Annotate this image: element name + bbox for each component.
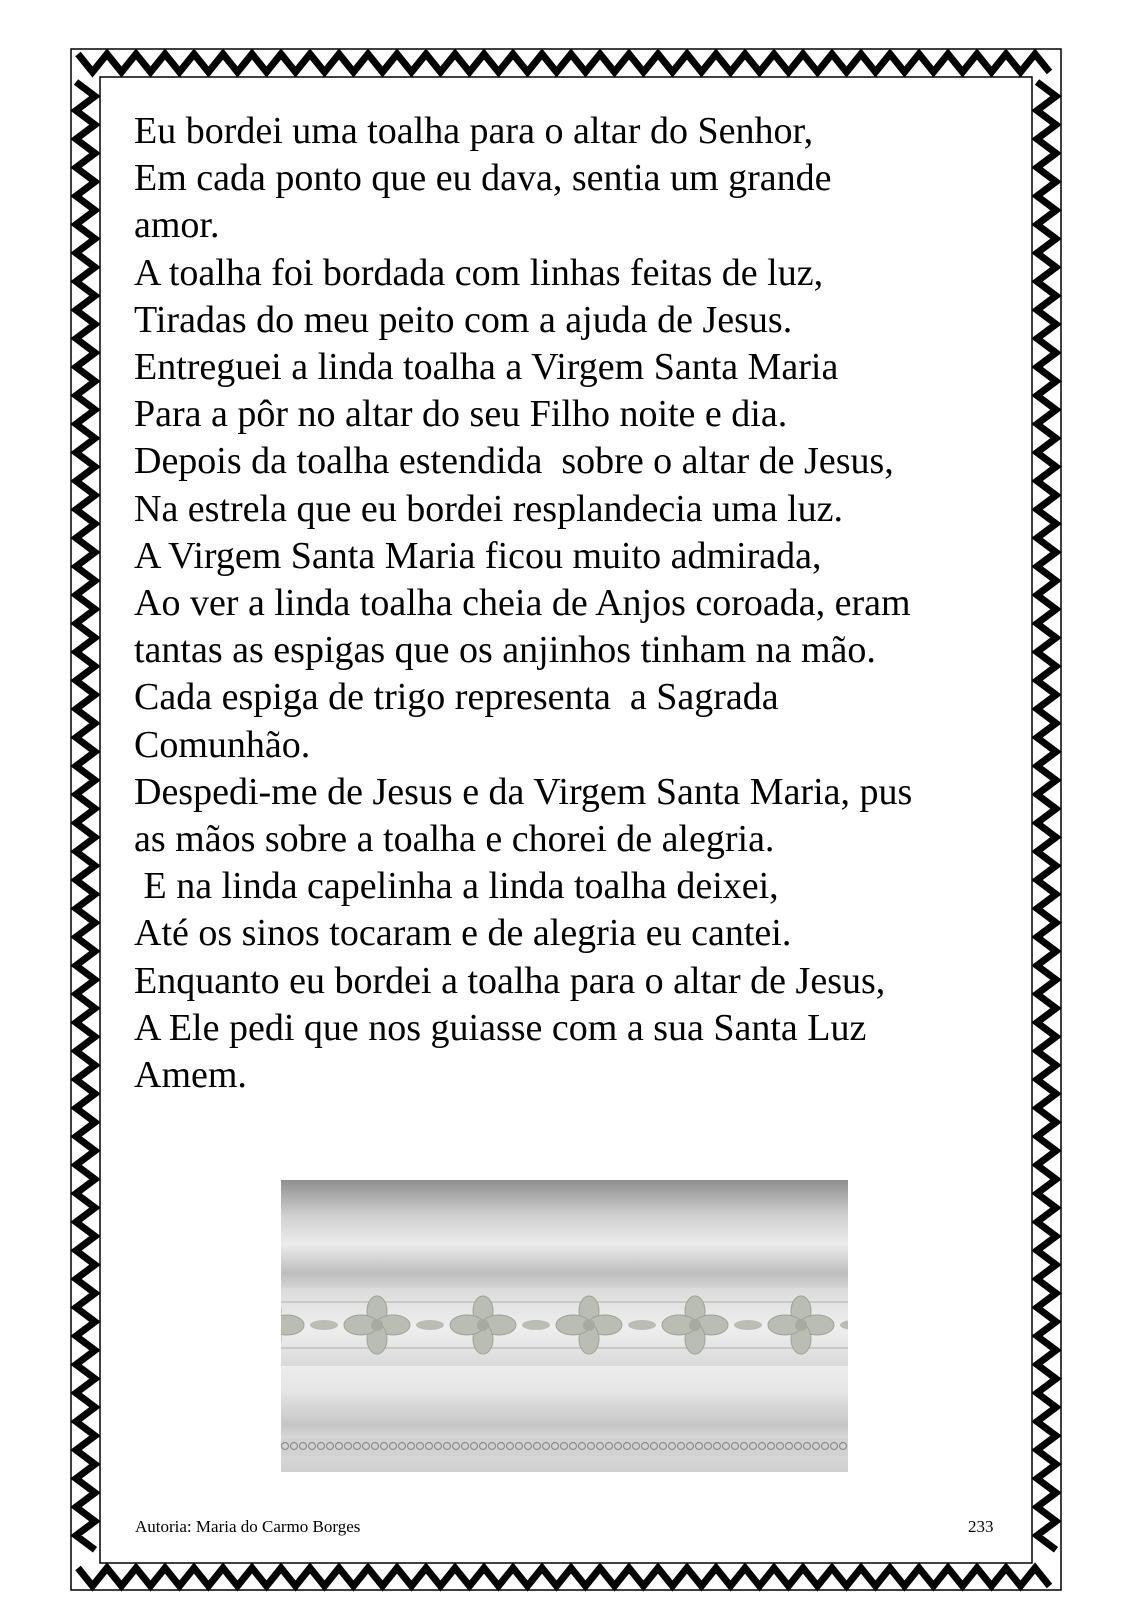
poem-line: Entreguei a linda toalha a Virgem Santa Maria: [134, 346, 839, 389]
poem-line: Para a pôr no altar do seu Filho noite e dia.: [134, 393, 788, 436]
poem-line: Até os sinos tocaram e de alegria eu cantei.: [134, 912, 792, 955]
poem-line: Ao ver a linda toalha cheia de Anjos coroada, eram: [134, 582, 911, 625]
poem-line: Em cada ponto que eu dava, sentia um grande: [134, 157, 832, 200]
poem-line: Amem.: [134, 1054, 247, 1097]
poem-line: as mãos sobre a toalha e chorei de alegria.: [134, 818, 775, 861]
poem-line: A Ele pedi que nos guiasse com a sua Santa Luz: [134, 1006, 867, 1049]
poem-line: Eu bordei uma toalha para o altar do Senhor,: [134, 110, 814, 152]
poem-line: tantas as espigas que os anjinhos tinham na mão.: [134, 629, 876, 672]
poem-line: Enquanto eu bordei a toalha para o altar de Jesus,: [134, 959, 886, 1002]
poem-line: amor.: [134, 204, 220, 247]
poem-line: Depois da toalha estendida sobre o altar de Jesus,: [134, 440, 894, 483]
embroidered-altar-cloth-photo: [281, 1180, 848, 1472]
poem-line: Despedi-me de Jesus e da Virgem Santa Maria, pus: [134, 770, 913, 813]
poem-line: Tiradas do meu peito com a ajuda de Jesus.: [134, 298, 793, 341]
poem-body: [134, 108, 1014, 1099]
footer-author: Autoria: Maria do Carmo Borges: [135, 1517, 361, 1536]
poem-line: Cada espiga de trigo representa a Sagrada: [134, 676, 779, 719]
page-number: 233: [968, 1517, 994, 1536]
poem-line: A Virgem Santa Maria ficou muito admirada,: [134, 534, 822, 577]
poem-line: E na linda capelinha a linda toalha deixei,: [134, 865, 779, 908]
poem-line: Na estrela que eu bordei resplandecia uma luz.: [134, 487, 844, 530]
poem-line: A toalha foi bordada com linhas feitas de luz,: [134, 251, 824, 294]
poem-line: Comunhão.: [134, 723, 311, 766]
